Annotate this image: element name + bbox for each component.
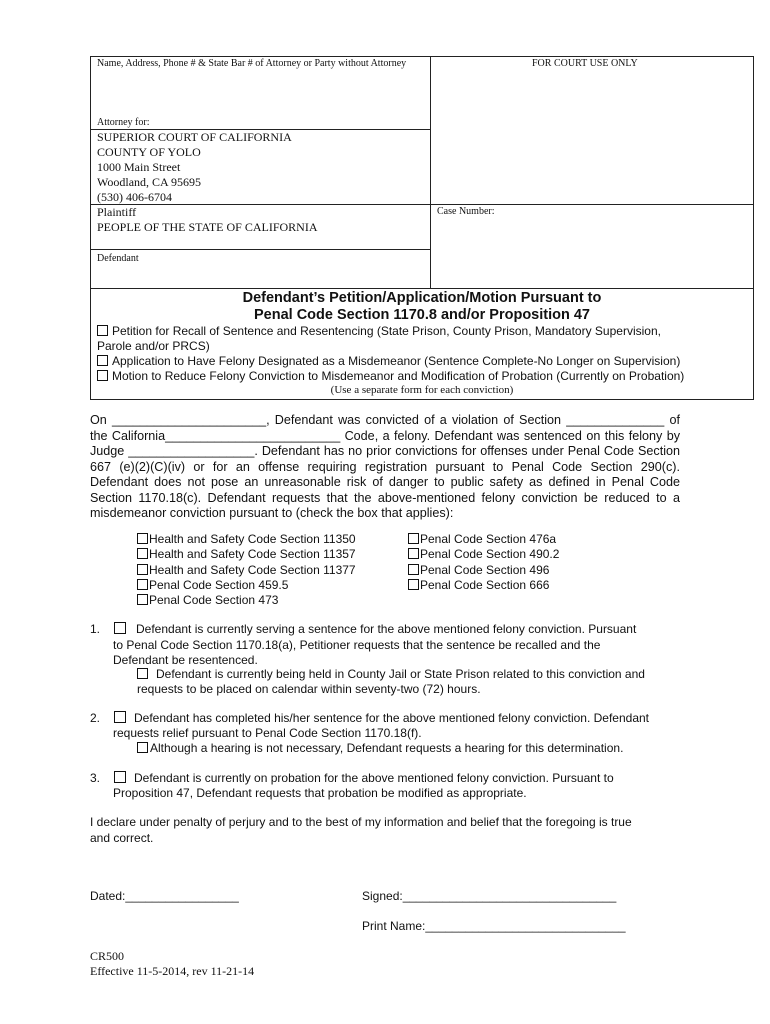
attorney-for-label: Attorney for: — [97, 117, 150, 128]
code-option[interactable]: Penal Code Section 496 — [408, 563, 559, 578]
option-label: Petition for Recall of Sentence and Resentencing (State Prison, County Prison, Mandatory Supervision, — [112, 324, 661, 338]
item-3-number: 3. — [90, 771, 101, 785]
court-line: SUPERIOR COURT OF CALIFORNIA — [97, 130, 292, 144]
attorney-label: Name, Address, Phone # & State Bar # of Attorney or Party without Attorney — [97, 58, 407, 69]
item-3-line-2: Proposition 47, Defendant requests that probation be modified as appropriate. — [113, 786, 527, 800]
intro-line: On ______________________, Defendant was convicted of a violation of Section ______________ of — [90, 413, 680, 427]
checkbox[interactable] — [97, 355, 108, 366]
item-2-option[interactable] — [114, 711, 649, 725]
intro-line: 667 (e)(2)(C)(iv) or for an offense requiring registration pursuant to Penal Code Section 290(c). — [90, 459, 680, 474]
checkbox[interactable] — [408, 548, 419, 559]
item-2-number: 2. — [90, 711, 101, 725]
item-1-line-2: to Penal Code Section 1170.18(a), Petitioner requests that the sentence be recalled and the — [113, 638, 601, 652]
declaration-line-2: and correct. — [90, 831, 154, 845]
intro-line: the California_________________________ Code, a felony. Defendant was sentenced on this felony by — [90, 428, 680, 443]
intro-line: Defendant does not pose an unreasonable risk of danger to public safety as defined in Penal Code — [90, 475, 680, 489]
item-1-line-3: Defendant be resentenced. — [113, 653, 258, 667]
code-sections-right — [408, 532, 559, 593]
option-label: Motion to Reduce Felony Conviction to Misdemeanor and Modification of Probation (Currently on Probation) — [112, 369, 685, 383]
option-label: Application to Have Felony Designated as a Misdemeanor (Sentence Complete-No Longer on Supervision) — [112, 354, 681, 368]
code-option[interactable]: Health and Safety Code Section 11350 — [137, 532, 356, 547]
court-line: (530) 406-6704 — [97, 190, 172, 204]
option-petition-recall[interactable] — [97, 324, 661, 338]
checkbox[interactable] — [114, 622, 126, 634]
item-2-sub-option[interactable] — [137, 741, 623, 755]
code-option[interactable]: Penal Code Section 476a — [408, 532, 559, 547]
code-sections-left — [137, 532, 356, 608]
item-2-sub-1: Although a hearing is not necessary, Defendant requests a hearing for this determination. — [150, 741, 624, 755]
code-option[interactable]: Health and Safety Code Section 11357 — [137, 547, 356, 562]
checkbox[interactable] — [137, 742, 148, 753]
checkbox[interactable] — [408, 533, 419, 544]
print-name-field[interactable]: Print Name:______________________________ — [362, 919, 626, 933]
item-1-number: 1. — [90, 622, 101, 636]
option-motion-reduce[interactable] — [97, 369, 684, 383]
item-3-line-1: Defendant is currently on probation for the above mentioned felony conviction. Pursuant to — [134, 771, 614, 785]
code-option[interactable]: Penal Code Section 490.2 — [408, 547, 559, 562]
form-id: CR500 — [90, 949, 125, 963]
checkbox[interactable] — [114, 711, 126, 723]
checkbox[interactable] — [137, 533, 148, 544]
item-1-sub-1: Defendant is currently being held in County Jail or State Prison related to this conviction and — [156, 667, 645, 681]
court-line: COUNTY OF YOLO — [97, 145, 201, 159]
checkbox[interactable] — [97, 370, 108, 381]
item-1-line-1: Defendant is currently serving a sentence for the above mentioned felony conviction. Pursuant — [136, 622, 637, 636]
checkbox[interactable] — [137, 564, 148, 575]
intro-line: Section 1170.18(c). Defendant requests that the above-mentioned felony conviction be reduced to a — [90, 490, 680, 505]
court-use-label: FOR COURT USE ONLY — [532, 58, 638, 69]
item-1-sub-2: requests to be placed on calendar within seventy-two (72) hours. — [137, 682, 481, 696]
checkbox[interactable] — [137, 668, 148, 679]
intro-paragraph — [90, 413, 680, 522]
title-line-2: Penal Code Section 1170.8 and/or Proposition 47 — [253, 307, 590, 323]
separate-form-note: (Use a separate form for each conviction) — [330, 384, 514, 396]
checkbox[interactable] — [137, 579, 148, 590]
checkbox[interactable] — [137, 548, 148, 559]
option-application-misdemeanor[interactable] — [97, 354, 680, 368]
title-line-1: Defendant’s Petition/Application/Motion Pursuant to — [242, 290, 602, 306]
item-2-line-1: Defendant has completed his/her sentence for the above mentioned felony conviction. Defendant — [134, 711, 649, 725]
item-1-option[interactable] — [114, 622, 636, 636]
option-continuation: Parole and/or PRCS) — [97, 339, 210, 353]
effective-date: Effective 11-5-2014, rev 11-21-14 — [90, 964, 255, 978]
intro-line: Judge __________________. Defendant has no prior convictions for offenses under Penal Code Section — [90, 444, 680, 458]
checkbox[interactable] — [408, 579, 419, 590]
court-line: Woodland, CA 95695 — [97, 175, 202, 189]
checkbox[interactable] — [408, 564, 419, 575]
plaintiff-name: PEOPLE OF THE STATE OF CALIFORNIA — [97, 220, 318, 234]
code-option[interactable]: Penal Code Section 459.5 — [137, 578, 356, 593]
code-option[interactable]: Penal Code Section 473 — [137, 593, 356, 608]
item-1-sub-option[interactable] — [137, 667, 645, 681]
checkbox[interactable] — [137, 594, 148, 605]
code-option[interactable]: Health and Safety Code Section 11377 — [137, 563, 356, 578]
court-address — [97, 130, 292, 205]
declaration-line-1: I declare under penalty of perjury and to the best of my information and belief that the foregoing is true — [90, 815, 632, 829]
checkbox[interactable] — [97, 325, 108, 336]
court-line: 1000 Main Street — [97, 160, 181, 174]
checkbox[interactable] — [114, 771, 126, 783]
code-option[interactable]: Penal Code Section 666 — [408, 578, 559, 593]
intro-line: misdemeanor conviction pursuant to (check the box that applies): — [90, 506, 454, 520]
item-3-option[interactable] — [114, 771, 614, 785]
case-number-label: Case Number: — [437, 206, 495, 217]
item-2-line-2: requests relief pursuant to Penal Code Section 1170.18(f). — [113, 726, 422, 740]
dated-field[interactable]: Dated:_________________ — [90, 889, 239, 903]
signed-field[interactable]: Signed:________________________________ — [362, 889, 617, 903]
plaintiff-label: Plaintiff — [97, 205, 137, 219]
defendant-label: Defendant — [97, 253, 139, 264]
